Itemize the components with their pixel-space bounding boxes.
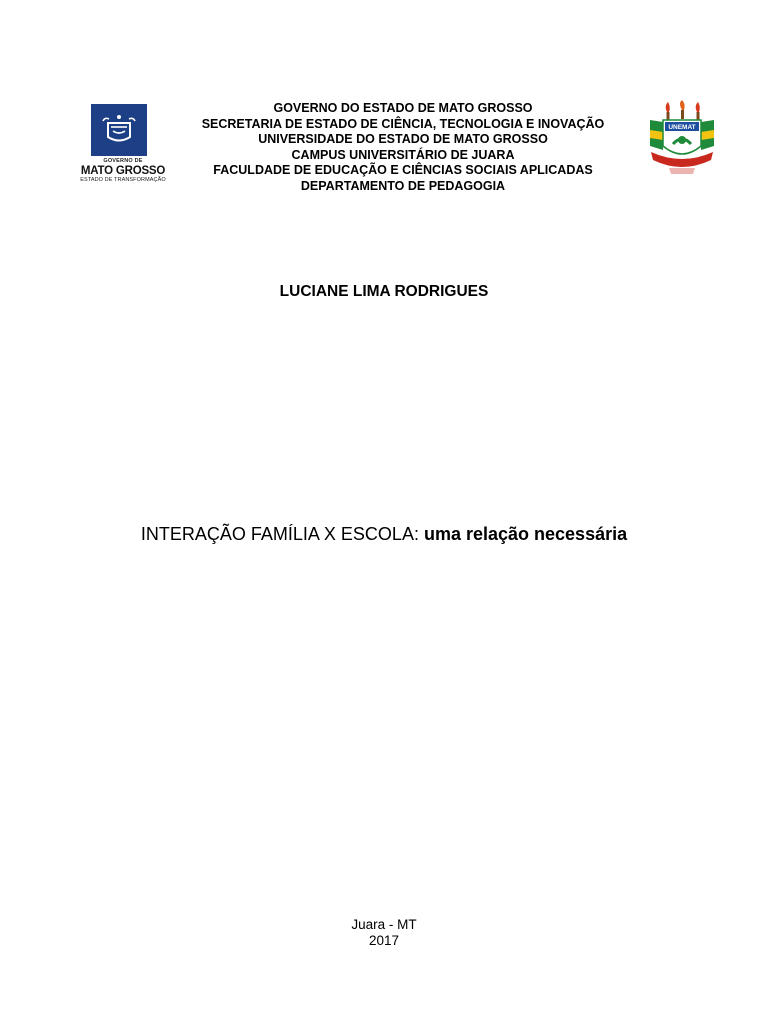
- title-subtitle: uma relação necessária: [423, 524, 628, 544]
- header-line-government: GOVERNO DO ESTADO DE MATO GROSSO: [273, 101, 533, 115]
- header-line-campus: CAMPUS UNIVERSITÁRIO DE JUARA: [291, 147, 515, 162]
- header-line-department: DEPARTAMENTO DE PEDAGOGIA: [300, 178, 506, 193]
- unemat-crest-icon: [645, 100, 719, 176]
- unemat-badge-text: UNEMAT: [668, 124, 696, 131]
- header-line-secretariat: SECRETARIA DE ESTADO DE CIÊNCIA, TECNOLOGIA E INOVAÇÃO: [201, 116, 605, 131]
- author-name: LUCIANE LIMA RODRIGUES: [279, 283, 489, 300]
- logo-caption-top: GOVERNO DE: [103, 158, 143, 164]
- header-line-university: UNIVERSIDADE DO ESTADO DE MATO GROSSO: [258, 132, 548, 146]
- mato-grosso-emblem-icon: [91, 104, 147, 156]
- place: Juara - MT: [351, 917, 417, 932]
- mato-grosso-government-logo: [78, 104, 168, 190]
- institution-header: [160, 101, 646, 194]
- header-line-faculty: FACULDADE DE EDUCAÇÃO E CIÊNCIAS SOCIAIS APLICADAS: [213, 163, 593, 177]
- title-main: INTERAÇÃO FAMÍLIA X ESCOLA: [140, 524, 414, 544]
- logo-caption-tagline: ESTADO DE TRANSFORMAÇÃO: [80, 177, 166, 183]
- year: 2017: [368, 933, 400, 948]
- document-title: [0, 522, 768, 546]
- title-separator: :: [413, 524, 424, 544]
- logo-caption-name: MATO GROSSO: [80, 164, 166, 177]
- place-and-year: [0, 917, 768, 949]
